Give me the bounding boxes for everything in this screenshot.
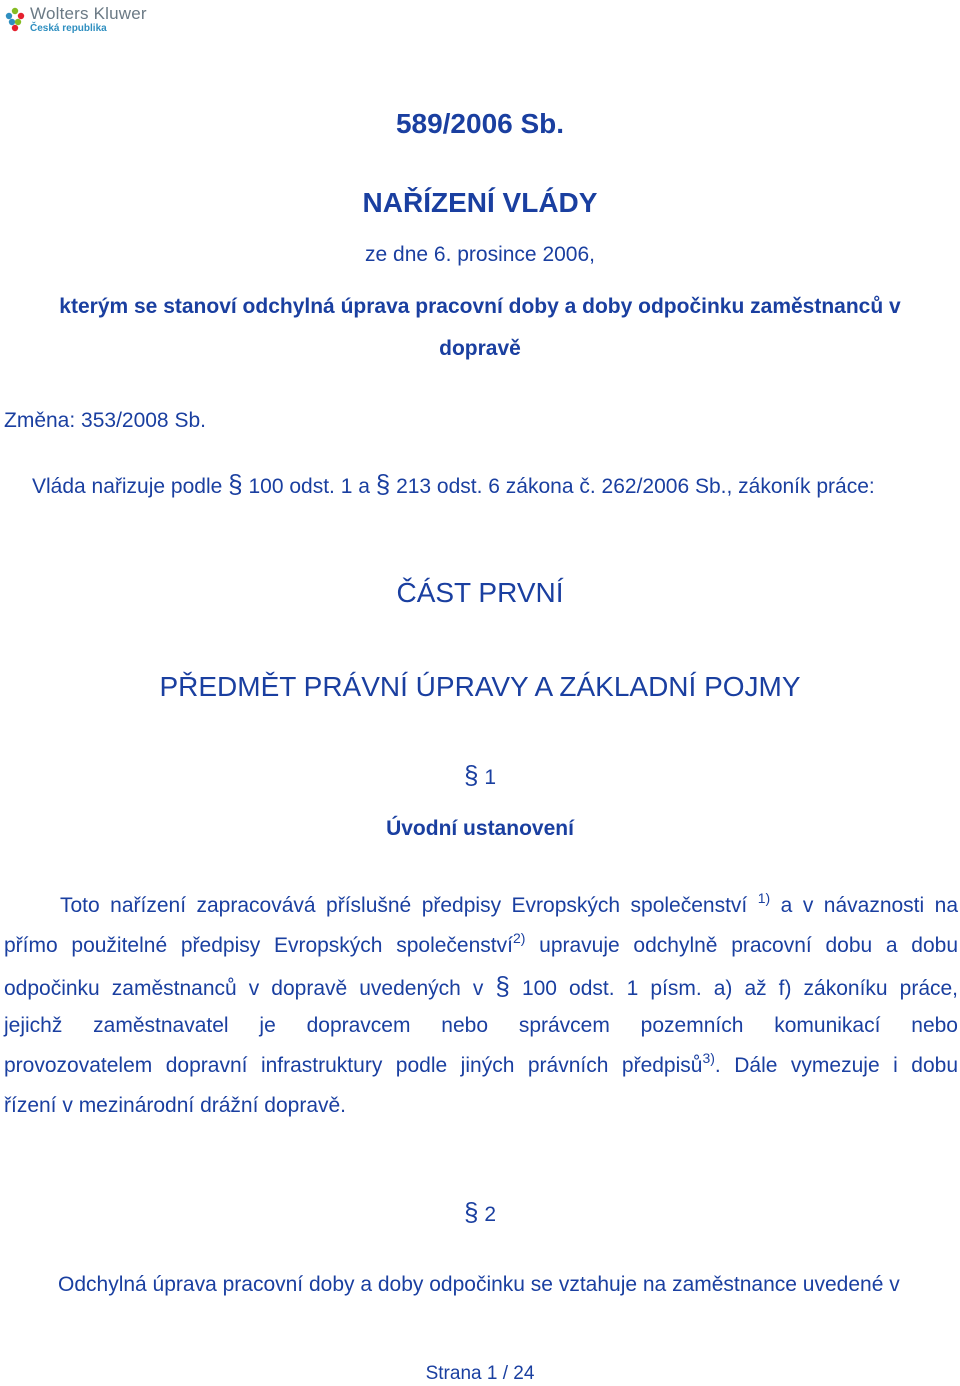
part-title: ČÁST PRVNÍ bbox=[396, 577, 564, 608]
section-1-paragraph bbox=[4, 886, 958, 1126]
subject-line-1: kterým se stanoví odchylná úprava pracovní doby a doby odpočinku zaměstnanců v bbox=[59, 295, 901, 318]
paragraph-line: Toto nařízení zapracovává příslušné předpisy Evropských společenství $^{1)}$ a v návaznosti na bbox=[60, 890, 958, 917]
section-symbol-icon: § bbox=[464, 760, 479, 790]
paragraph-line: řízení v mezinárodní drážní dopravě. bbox=[4, 1094, 347, 1117]
document-subject bbox=[20, 286, 940, 370]
logo-name: Wolters Kluwer bbox=[30, 3, 147, 23]
footnote-ref: 2) bbox=[512, 930, 526, 946]
section-2-paragraph bbox=[58, 1265, 958, 1305]
section-symbol-icon: § bbox=[495, 971, 510, 1001]
section-symbol-icon: § bbox=[464, 1197, 479, 1227]
section-2-number bbox=[0, 1197, 960, 1228]
logo-subtitle: Česká republika bbox=[30, 22, 107, 34]
page-indicator: Strana 1 / 24 bbox=[425, 1363, 535, 1384]
document-number: 589/2006 Sb. bbox=[395, 108, 565, 139]
amendment-note: Změna: 353/2008 Sb. bbox=[4, 409, 206, 432]
section-1-heading: Úvodní ustanovení bbox=[386, 817, 574, 840]
part-subtitle: PŘEDMĚT PRÁVNÍ ÚPRAVY A ZÁKLADNÍ POJMY bbox=[159, 671, 801, 702]
preamble bbox=[32, 469, 875, 500]
preamble-text-b: 100 odst. 1 a bbox=[248, 475, 370, 498]
section-1-number bbox=[0, 760, 960, 791]
preamble-text-c: 213 odst. 6 zákona č. 262/2006 Sb., zákoník práce: bbox=[396, 475, 875, 498]
paragraph-line: jejichž zaměstnavatel je dopravcem nebo správcem pozemních komunikací nebo bbox=[4, 1014, 958, 1037]
paragraph-line: Odchylná úprava pracovní doby a doby odpočinku se vztahuje na zaměstnance uvedené v bbox=[58, 1273, 900, 1296]
footnote-ref: 1) bbox=[757, 890, 771, 906]
section-symbol-icon: § bbox=[228, 469, 243, 499]
wolters-kluwer-logo-icon bbox=[4, 5, 26, 33]
paragraph-line: přímo použitelné předpisy Evropských společenství$^{2)}$ upravuje odchylně pracovní dobu a dobu bbox=[4, 930, 959, 957]
publisher-logo bbox=[4, 2, 147, 36]
paragraph-line: provozovatelem dopravní infrastruktury podle jiných právních předpisů$^{3)}$. Dále vymezuje i dobu bbox=[4, 1050, 958, 1077]
footnote-ref: 3) bbox=[702, 1050, 715, 1066]
document-date: ze dne 6. prosince 2006, bbox=[365, 243, 595, 266]
preamble-text-a: Vláda nařizuje podle bbox=[32, 475, 223, 498]
subject-line-2: dopravě bbox=[439, 337, 521, 360]
section-number: 2 bbox=[484, 1203, 496, 1226]
document-type: NAŘÍZENÍ VLÁDY bbox=[362, 187, 598, 218]
paragraph-line: odpočinku zaměstnanců v dopravě uvedených v § 100 odst. 1 písm. a) až f) zákoníku práce, bbox=[4, 971, 959, 1001]
section-number: 1 bbox=[484, 766, 496, 789]
section-symbol-icon: § bbox=[375, 469, 391, 499]
